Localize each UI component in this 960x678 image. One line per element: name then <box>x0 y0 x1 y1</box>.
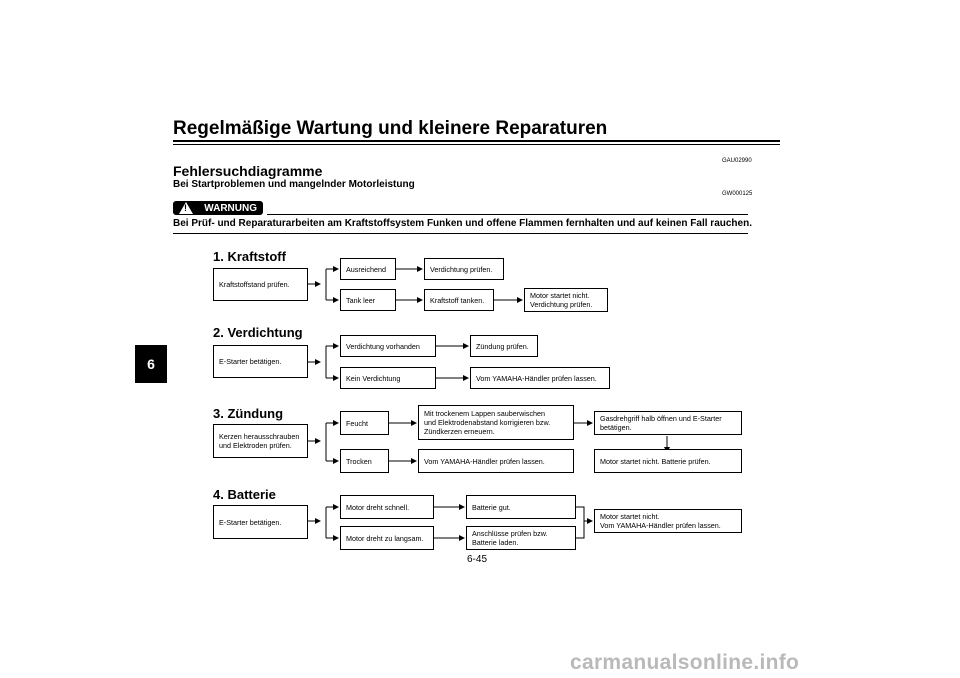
compression-action-box: E-Starter betätigen. <box>213 345 308 378</box>
ignition-title: 3. Zündung <box>213 406 284 421</box>
compression-dealer-box: Vom YAMAHA-Händler prüfen lassen. <box>470 367 610 389</box>
section-subtitle: Bei Startproblemen und mangelnder Motorleistung <box>173 179 415 190</box>
fuel-refuel-box: Kraftstoff tanken. <box>424 289 494 311</box>
warning-text: Bei Prüf- und Reparaturarbeiten am Kraftstoffsystem Funken und offene Flammen fernhalten und auf keinen Fall rauchen. <box>173 218 752 229</box>
fuel-sufficient-box: Ausreichend <box>340 258 396 280</box>
ignition-battery-check-box: Motor startet nicht. Batterie prüfen. <box>594 449 742 473</box>
page-number: 6-45 <box>467 554 488 565</box>
fuel-check-compression-box: Verdichtung prüfen. <box>424 258 504 280</box>
ignition-action-box: Kerzen herausschrauben und Elektroden prüfen. <box>213 424 308 458</box>
chapter-tab: 6 <box>135 345 167 383</box>
fuel-title: 1. Kraftstoff <box>213 249 286 264</box>
battery-charge-box: Anschlüsse prüfen bzw. Batterie laden. <box>466 526 576 550</box>
warning-badge: ! WARNUNG <box>173 201 263 215</box>
section-code: GAU02990 <box>722 158 752 164</box>
battery-good-box: Batterie gut. <box>466 495 576 519</box>
ignition-dry-box: Trocken <box>340 449 389 473</box>
fuel-check-box: Kraftstoffstand prüfen. <box>213 268 308 301</box>
warning-badge-label: WARNUNG <box>204 202 257 214</box>
ignition-wipe-box: Mit trockenem Lappen sauberwischen und Elektrodenabstand korrigieren bzw. Zündkerzen erneuern. <box>418 405 574 440</box>
ignition-wet-box: Feucht <box>340 411 389 435</box>
battery-dealer-box: Motor startet nicht. Vom YAMAHA-Händler prüfen lassen. <box>594 509 742 533</box>
compression-check-ignition-box: Zündung prüfen. <box>470 335 538 357</box>
warning-code: GW000125 <box>722 191 753 197</box>
battery-fast-box: Motor dreht schnell. <box>340 495 434 519</box>
battery-action-box: E-Starter betätigen. <box>213 505 308 539</box>
compression-none-box: Kein Verdichtung <box>340 367 436 389</box>
page-title: Regelmäßige Wartung und kleinere Reparaturen <box>173 118 608 139</box>
fuel-empty-box: Tank leer <box>340 289 396 311</box>
ignition-throttle-box: Gasdrehgriff halb öffnen und E-Starter betätigen. <box>594 411 742 435</box>
battery-slow-box: Motor dreht zu langsam. <box>340 526 434 550</box>
compression-present-box: Verdichtung vorhanden <box>340 335 436 357</box>
fuel-no-start-box: Motor startet nicht. Verdichtung prüfen. <box>524 288 608 312</box>
battery-title: 4. Batterie <box>213 487 276 502</box>
ignition-dealer-box: Vom YAMAHA-Händler prüfen lassen. <box>418 449 574 473</box>
compression-title: 2. Verdichtung <box>213 325 303 340</box>
section-title: Fehlersuchdiagramme <box>173 163 323 179</box>
watermark: carmanualsonline.info <box>570 651 800 674</box>
